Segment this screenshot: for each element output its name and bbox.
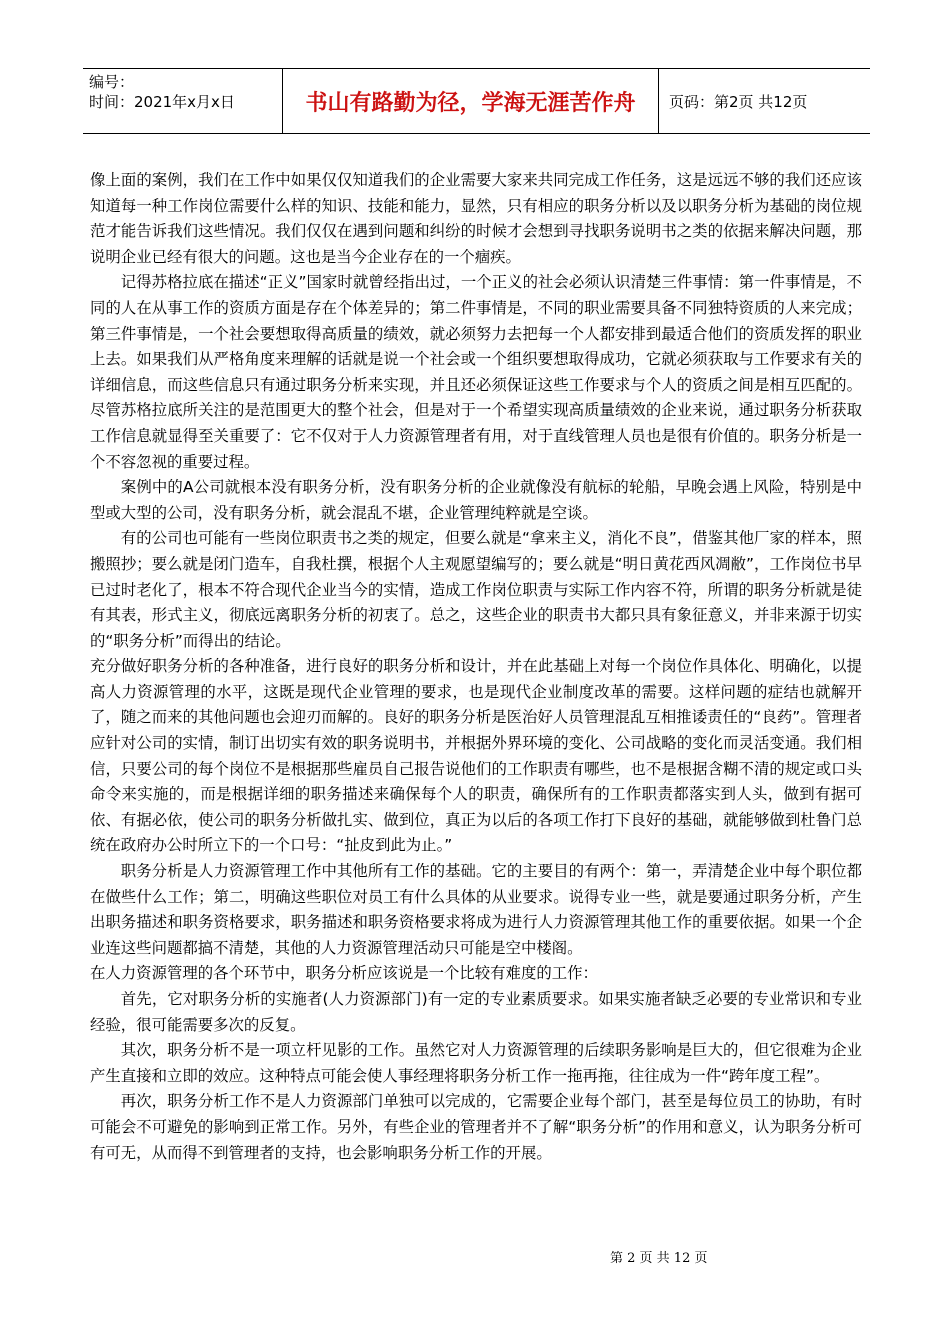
paragraph: 像上面的案例，我们在工作中如果仅仅知道我们的企业需要大家来共同完成工作任务，这是远远不够的我们还应该知道每一种工作岗位需要什么样的知识、技能和能力，显然，只有相应的职务分析以及以职务分析为基础的岗位规范才能告诉我们这些情况。我们仅仅在遇到问题和纠纷的时候才会想到寻找职务说明书之类的依据来解决问题，那说明企业已经有很大的问题。这也是当今企业存在的一个痼疾。 <box>90 171 862 266</box>
header-meta <box>83 69 283 133</box>
paragraph: 职务分析是人力资源管理工作中其他所有工作的基础。它的主要目的有两个：第一，弄清楚企业中每个职位都在做些什么工作；第二，明确这些职位对员工有什么具体的从业要求。说得专业一些，就是要通过职务分析，产生出职务描述和职务资格要求，职务描述和职务资格要求将成为进行人力资源管理其他工作的重要依据。如果一个企业连这些问题都搞不清楚，其他的人力资源管理活动只可能是空中楼阁。 <box>90 862 862 957</box>
page-header <box>83 68 870 134</box>
paragraph: 首先，它对职务分析的实施者(人力资源部门)有一定的专业素质要求。如果实施者缺乏必要的专业常识和专业经验，很可能需要多次的反复。 <box>90 990 862 1034</box>
paragraph: 再次，职务分析工作不是人力资源部门单独可以完成的，它需要企业每个部门，甚至是每位员工的协助，有时可能会不可避免的影响到正常工作。另外，有些企业的管理者并不了解“职务分析”的作用和意义，认为职务分析可有可无，从而得不到管理者的支持，也会影响职务分析工作的开展。 <box>90 1092 862 1162</box>
header-page-info: 页码：第2页 共12页 <box>669 92 808 111</box>
header-motto: 书山有路勤为径，学海无涯苦作舟 <box>283 69 659 133</box>
paragraph: 案例中的A公司就根本没有职务分析，没有职务分析的企业就像没有航标的轮船，早晚会遇上风险，特别是中型或大型的公司，没有职务分析，就会混乱不堪，企业管理纯粹就是空谈。 <box>90 478 862 522</box>
number-label: 编号： <box>89 73 135 91</box>
paragraph: 在人力资源管理的各个环节中，职务分析应该说是一个比较有难度的工作： <box>90 964 598 983</box>
paragraph: 有的公司也可能有一些岗位职责书之类的规定，但要么就是“拿来主义，消化不良”，借鉴其他厂家的样本，照搬照抄；要么就是闭门造车，自我杜撰，根据个人主观愿望编写的；要么就是“明日黄花西风凋敝”，工作岗位书早已过时老化了，根本不符合现代企业当今的实情，造成工作岗位职责与实际工作内容不符，所谓的职务分析就是徒有其表，形式主义，彻底远离职务分析的初衷了。总之，这些企业的职责书大都只具有象征意义，并非来源于切实的“职务分析”而得出的结论。 <box>90 529 862 650</box>
page-footer: 第 2 页 共 12 页 <box>610 1251 708 1266</box>
paragraph: 充分做好职务分析的各种准备，进行良好的职务分析和设计，并在此基础上对每一个岗位作具体化、明确化，以提高人力资源管理的水平，这既是现代企业管理的要求，也是现代企业制度改革的需要。这样问题的症结也就解开了，随之而来的其他问题也会迎刃而解的。良好的职务分析是医治好人员管理混乱互相推诿责任的“良药”。管理者应针对公司的实情，制订出切实有效的职务说明书，并根据外界环境的变化、公司战略的变化而灵活变通。我们相信，只要公司的每个岗位不是根据那些雇员自己报告说他们的工作职责有哪些，也不是根据含糊不清的规定或口头命令来实施的，而是根据详细的职务描述来确保每个人的职责，确保所有的工作职责都落实到人头，做到有据可依、有据必依，使公司的职务分析做扎实、做到位，真正为以后的各项工作打下良好的基础，就能够做到杜鲁门总统在政府办公时所立下的一个口号：“扯皮到此为止。” <box>90 657 862 855</box>
time-label: 时间：2021年x月x日 <box>89 93 235 111</box>
paragraph: 记得苏格拉底在描述“正义”国家时就曾经指出过，一个正义的社会必须认识清楚三件事情：第一件事情是，不同的人在从事工作的资质方面是存在个体差异的；第二件事情是，不同的职业需要具备不同独特资质的人来完成；第三件事情是，一个社会要想取得高质量的绩效，就必须努力去把每一个人都安排到最适合他们的资质发挥的职业上去。如果我们从严格角度来理解的话就是说一个社会或一个组织要想取得成功，它就必须获取与工作要求有关的详细信息，而这些信息只有通过职务分析来实现，并且还必须保证这些工作要求与个人的资质之间是相互匹配的。尽管苏格拉底所关注的是范围更大的整个社会，但是对于一个希望实现高质量绩效的企业来说，通过职务分析获取工作信息就显得至关重要了：它不仅对于人力资源管理者有用，对于直线管理人员也是很有价值的。职务分析是一个不容忽视的重要过程。 <box>90 273 862 471</box>
document-body <box>90 168 862 1166</box>
paragraph: 其次，职务分析不是一项立杆见影的工作。虽然它对人力资源管理的后续职务影响是巨大的，但它很难为企业产生直接和立即的效应。这种特点可能会使人事经理将职务分析工作一拖再拖，往往成为一件“跨年度工程”。 <box>90 1041 862 1085</box>
